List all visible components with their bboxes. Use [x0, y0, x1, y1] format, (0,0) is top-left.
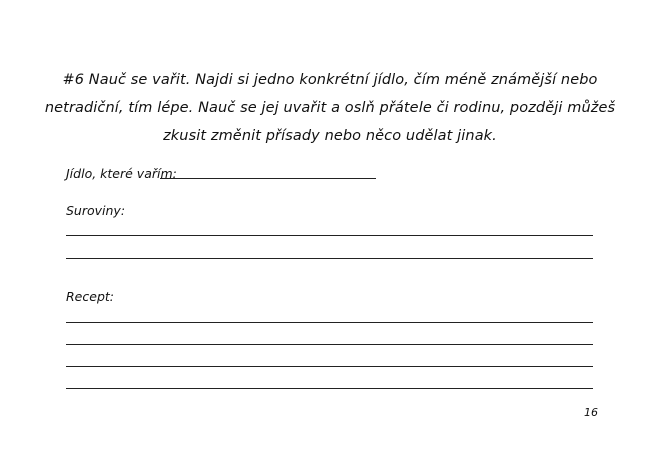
- page-number: 16: [584, 406, 598, 419]
- recipe-line-4[interactable]: [66, 388, 593, 389]
- recipe-line-2[interactable]: [66, 344, 593, 345]
- dish-label: Jídlo, které vařím:: [66, 166, 177, 181]
- ingredients-line-1[interactable]: [66, 235, 593, 236]
- recipe-line-3[interactable]: [66, 366, 593, 367]
- ingredients-line-2[interactable]: [66, 258, 593, 259]
- intro-text: #6 Nauč se vařit. Najdi si jedno konkrétní jídlo, čím méně známější nebo netradiční, tím lépe. Nauč se jej uvařit a oslň přátele či rodinu, později můžeš zkusit změnit přísady nebo něco udělat jinak.: [44, 72, 616, 144]
- dish-answer-line[interactable]: [160, 178, 376, 179]
- recipe-label: Recept:: [66, 289, 114, 304]
- ingredients-label: Suroviny:: [66, 203, 126, 218]
- recipe-line-1[interactable]: [66, 322, 593, 323]
